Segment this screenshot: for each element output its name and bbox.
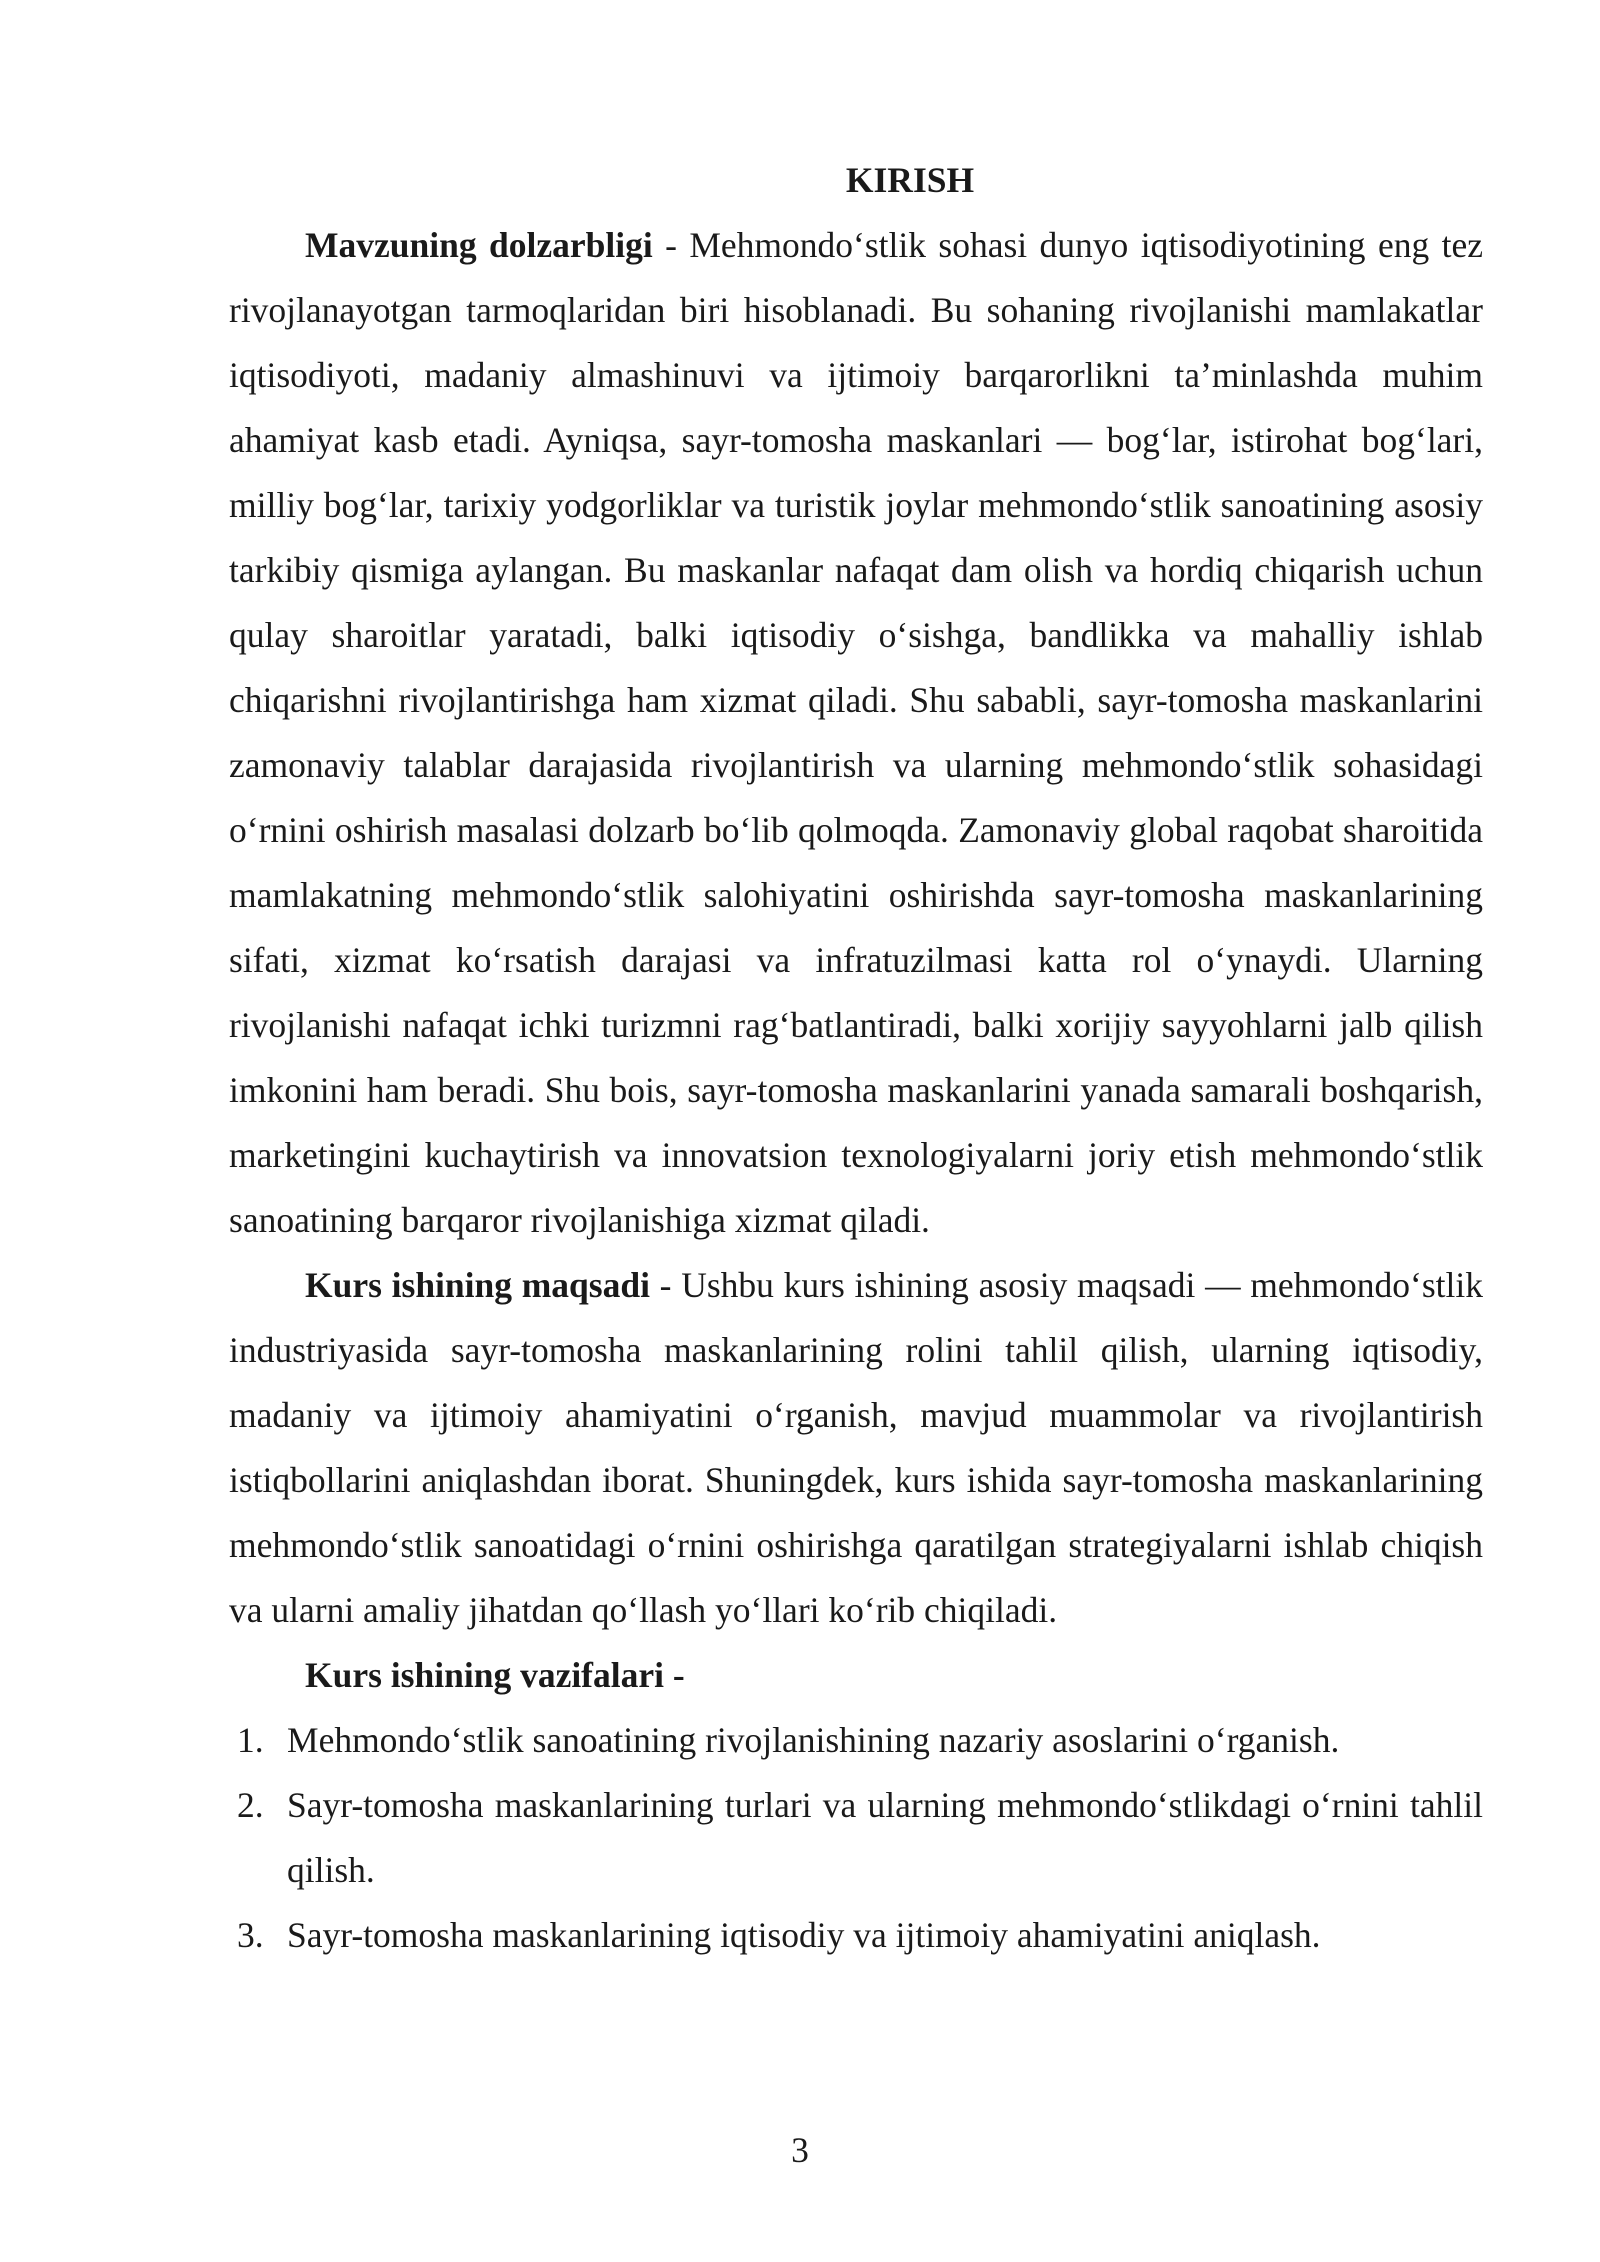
list-item-text: Sayr-tomosha maskanlarining turlari va ularning mehmondo‘stlikdagi o‘rnini tahlil qilish. xyxy=(287,1785,1483,1890)
list-item-number: 2. xyxy=(237,1785,264,1825)
relevance-heading: Mavzuning dolzarbligi xyxy=(305,225,653,265)
list-item-text: Sayr-tomosha maskanlarining iqtisodiy va ijtimoiy ahamiyatini aniqlash. xyxy=(287,1915,1321,1955)
tasks-list xyxy=(229,1708,1483,1968)
goal-heading: Kurs ishining maqsadi xyxy=(305,1265,650,1305)
relevance-paragraph xyxy=(229,213,1483,1253)
list-item xyxy=(229,1708,1483,1773)
relevance-text: Mehmondo‘stlik sohasi dunyo iqtisodiyotining eng tez rivojlanayotgan tarmoqlaridan biri hisoblanadi. Bu sohaning rivojlanishi mamlakatlar iqtisodiyoti, madaniy almashinuvi va ijtimoiy barqarorlikni ta’minlashda muhim ahamiyat kasb etadi. Ayniqsa, sayr-tomosha maskanlari — bog‘lar, istirohat bog‘lari, milliy bog‘lar, tarixiy yodgorliklar va turistik joylar mehmondo‘stlik sanoatining asosiy tarkibiy qismiga aylangan. Bu maskanlar nafaqat dam olish va hordiq chiqarish uchun qulay sharoitlar yaratadi, balki iqtisodiy o‘sishga, bandlikka va mahalliy ishlab chiqarishni rivojlantirishga ham xizmat qiladi. Shu sababli, sayr-tomosha maskanlarini zamonaviy talablar darajasida rivojlantirish va ularning mehmondo‘stlik sohasidagi o‘rnini oshirish masalasi dolzarb bo‘lib qolmoqda. Zamonaviy global raqobat sharoitida mamlakatning mehmondo‘stlik salohiyatini oshirishda sayr-tomosha maskanlarining sifati, xizmat ko‘rsatish darajasi va infratuzilmasi katta rol o‘ynaydi. Ularning rivojlanishi nafaqat ichki turizmni rag‘batlantiradi, balki xorijiy sayyohlarni jalb qilish imkonini ham beradi. Shu bois, sayr-tomosha maskanlarini yanada samarali boshqarish, marketingini kuchaytirish va innovatsion texnologiyalarni joriy etish mehmondo‘stlik sanoatining barqaror rivojlanishiga xizmat qiladi. xyxy=(229,225,1483,1240)
document-page xyxy=(229,148,1483,1968)
relevance-separator: - xyxy=(652,225,690,265)
goal-separator: - xyxy=(649,1265,682,1305)
list-item xyxy=(229,1903,1483,1968)
goal-text: Ushbu kurs ishining asosiy maqsadi — mehmondo‘stlik industriyasida sayr-tomosha maskanlarining rolini tahlil qilish, ularning iqtisodiy, madaniy va ijtimoiy ahamiyatini o‘rganish, mavjud muammolar va rivojlantirish istiqbollarini aniqlashdan iborat. Shuningdek, kurs ishida sayr-tomosha maskanlarining mehmondo‘stlik sanoatidagi o‘rnini oshirishga qaratilgan strategiyalarni ishlab chiqish va ularni amaliy jihatdan qo‘llash yo‘llari ko‘rib chiqiladi. xyxy=(229,1265,1483,1630)
list-item-number: 1. xyxy=(237,1720,264,1760)
page-number: 3 xyxy=(791,2130,809,2170)
list-item-number: 3. xyxy=(237,1915,264,1955)
list-item-text: Mehmondo‘stlik sanoatining rivojlanishining nazariy asoslarini o‘rganish. xyxy=(287,1720,1340,1760)
list-item xyxy=(229,1773,1483,1903)
page-title: KIRISH xyxy=(845,160,975,200)
goal-paragraph xyxy=(229,1253,1483,1643)
tasks-heading: Kurs ishining vazifalari - xyxy=(305,1655,685,1695)
